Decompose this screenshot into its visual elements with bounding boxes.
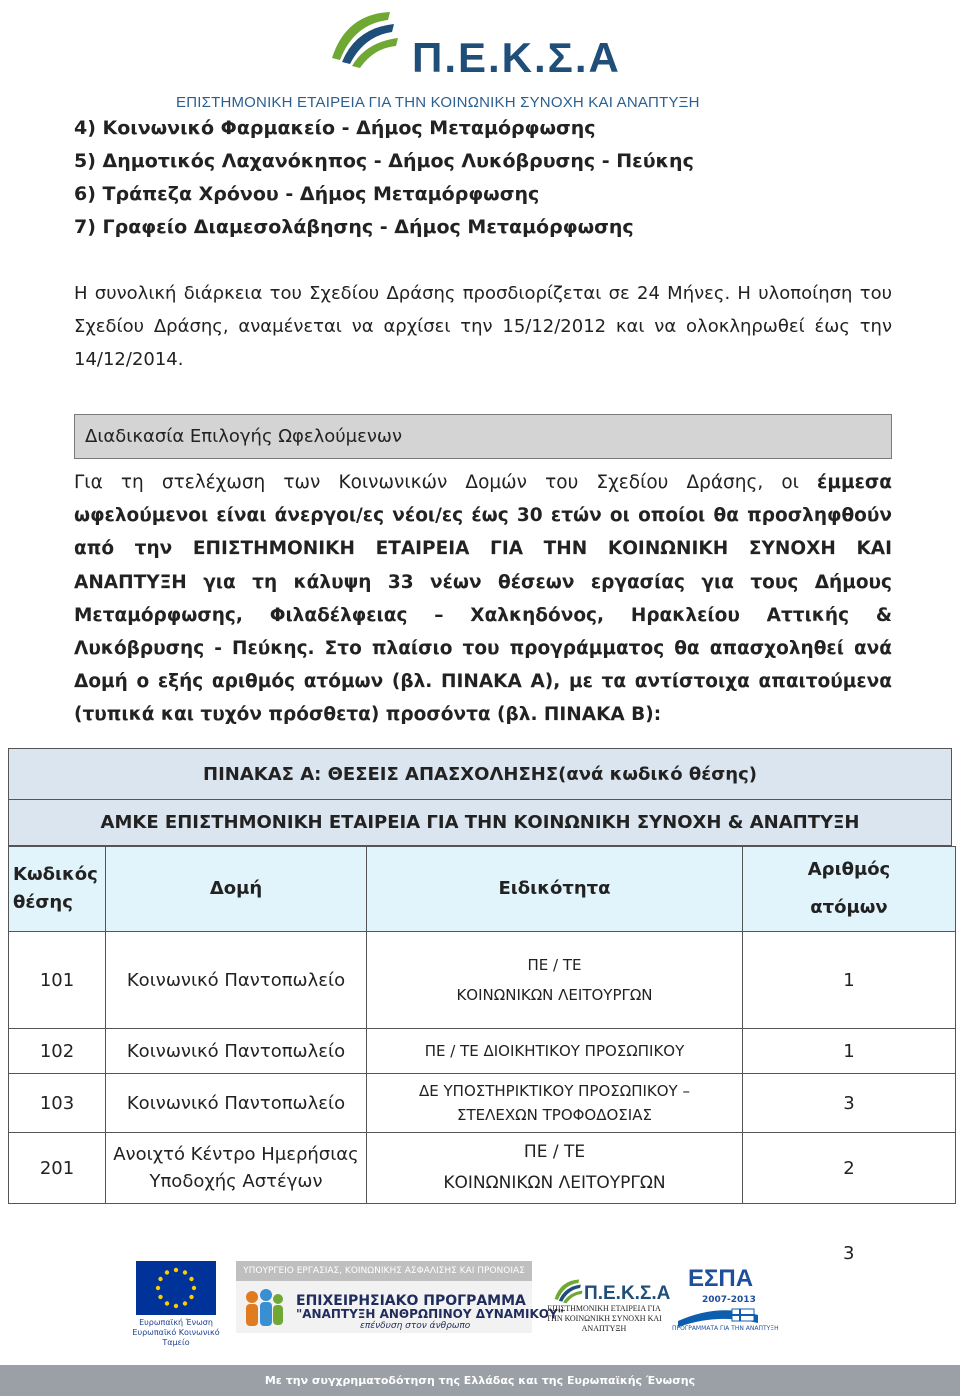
list-item: 6) Τράπεζα Χρόνου - Δήμος Μεταμόρφωσης — [74, 183, 540, 205]
eu-caption: Ευρωπαϊκή Ένωση Ευρωπαϊκό Κοινωνικό Ταμείο — [132, 1318, 220, 1347]
espa-years: 2007-2013 — [702, 1295, 756, 1305]
cell-code: 201 — [8, 1132, 106, 1204]
list-item: 5) Δημοτικός Λαχανόκηπος - Δήμος Λυκόβρυσης - Πεύκης — [74, 150, 694, 172]
duration-paragraph: Η συνολική διάρκεια του Σχεδίου Δράσης προσδιορίζεται σε 24 Μήνες. Η υλοποίηση του Σχεδίου Δράσης, αναμένεται να αρχίσει την 15/12/2012 και να ολοκληρωθεί έως την 14/12/2014. — [74, 283, 892, 370]
pekesa-footer-logo-icon — [552, 1277, 586, 1305]
cell-specialty: ΠΕ / ΤΕ ΚΟΙΝΩΝΙΚΩΝ ΛΕΙΤΟΥΡΓΩΝ — [366, 931, 743, 1029]
cell-count: 1 — [742, 1028, 956, 1074]
selection-intro: Για τη στελέχωση των Κοινωνικών Δομών του Σχεδίου Δράσης, οι — [74, 472, 818, 493]
program-title: ΕΠΙΧΕΙΡΗΣΙΑΚΟ ΠΡΟΓΡΑΜΜΑ — [296, 1293, 526, 1309]
cell-count: 2 — [742, 1132, 956, 1204]
espa-title: ΕΣΠΑ — [688, 1265, 754, 1292]
pekesa-logo-icon — [326, 6, 406, 72]
cell-specialty: ΠΕ / ΤΕ ΔΙΟΙΚΗΤΙΚΟΥ ΠΡΟΣΩΠΙΚΟΥ — [366, 1028, 743, 1074]
cell-count: 1 — [742, 931, 956, 1029]
cell-structure: Κοινωνικό Παντοπωλείο — [105, 1028, 367, 1074]
page-footer — [0, 1255, 960, 1396]
cofinancing-bar: Με την συγχρηματοδότηση της Ελλάδας και της Ευρωπαϊκής Ένωσης — [0, 1365, 960, 1396]
cell-code: 102 — [8, 1028, 106, 1074]
cell-structure: Κοινωνικό Παντοπωλείο — [105, 931, 367, 1029]
table-title-bold: ΠΙΝΑΚΑΣ Α: ΘΕΣΕΙΣ ΑΠΑΣΧΟΛΗΣΗΣ — [203, 763, 559, 785]
selection-paragraph — [74, 466, 892, 732]
program-slogan: επένδυση στον άνθρωπο — [360, 1321, 471, 1331]
eu-stars-icon — [136, 1261, 216, 1315]
header-specialty: Ειδικότητα — [366, 846, 743, 932]
footer-logo-text: Π.Ε.Κ.Σ.Α — [584, 1283, 671, 1304]
cell-specialty: ΔΕ ΥΠΟΣΤΗΡΙΚΤΙΚΟΥ ΠΡΟΣΩΠΙΚΟΥ – ΣΤΕΛΕΧΩΝ ΤΡΟΦΟΔΟΣΙΑΣ — [366, 1073, 743, 1133]
page-header — [0, 0, 960, 118]
list-item: 7) Γραφείο Διαμεσολάβησης - Δήμος Μεταμόρφωσης — [74, 216, 634, 238]
header-code: Κωδικός θέσης — [8, 846, 106, 932]
cell-structure: Ανοιχτό Κέντρο Ημερήσιας Υποδοχής Αστέγων — [105, 1132, 367, 1204]
section-header — [74, 414, 892, 459]
ministry-bar: ΥΠΟΥΡΓΕΙΟ ΕΡΓΑΣΙΑΣ, ΚΟΙΝΩΝΙΚΗΣ ΑΣΦΑΛΙΣΗΣ ΚΑΙ ΠΡΟΝΟΙΑΣ — [236, 1261, 532, 1281]
section-title: Διαδικασία Επιλογής Ωφελούμενων — [85, 426, 403, 447]
footer-logo-subtitle: ΕΠΙΣΤΗΜΟΝΙΚΗ ΕΤΑΙΡΕΙΑ ΓΙΑ ΤΗΝ ΚΟΙΝΩΝΙΚΗ ΣΥΝΟΧΗ ΚΑΙ ΑΝΑΠΤΥΞΗ — [546, 1304, 662, 1333]
people-icon — [240, 1287, 286, 1331]
logo-subtitle: ΕΠΙΣΤΗΜΟΝΙΚΗ ΕΤΑΙΡΕΙΑ ΓΙΑ ΤΗΝ ΚΟΙΝΩΝΙΚΗ ΣΥΝΟΧΗ ΚΑΙ ΑΝΑΠΤΥΞΗ — [176, 94, 700, 111]
selection-body: έμμεσα ωφελούμενοι είναι άνεργοι/ες νέοι/ες έως 30 ετών οι οποίοι θα προσληφθούν από την ΕΠΙΣΤΗΜΟΝΙΚΗ ΕΤΑΙΡΕΙΑ ΓΙΑ ΤΗΝ ΚΟΙΝΩΝΙΚΗ ΣΥΝΟΧΗ ΚΑΙ ΑΝΑΠΤΥΞΗ για τη κάλυψη 33 νέων θέσεων εργασίας για τους Δήμους Μεταμόρφωσης, Φιλαδέλφειας – Χαλκηδόνος, Ηρακλείου Αττικής & Λυκόβρυσης - Πεύκης. Στο πλαίσιο του προγράμματος θα απασχοληθεί ανά Δομή ο εξής αριθμός ατόμων (βλ. ΠΙΝΑΚΑ Α), με τα αντίστοιχα απαιτούμενα (τυπικά και τυχόν πρόσθετα) προσόντα (βλ. ΠΙΝΑΚΑ Β): — [74, 472, 892, 726]
eu-flag-icon — [136, 1261, 216, 1315]
espa-caption: ΠΡΟΓΡΑΜΜΑΤΑ ΓΙΑ ΤΗΝ ΑΝΑΠΤΥΞΗ — [672, 1325, 779, 1332]
header-structure: Δομή — [105, 846, 367, 932]
logo-text: Π.Ε.Κ.Σ.Α — [412, 34, 621, 81]
cell-code: 103 — [8, 1073, 106, 1133]
header-count: Αριθμός ατόμων — [742, 846, 956, 932]
cell-specialty: ΠΕ / ΤΕ ΚΟΙΝΩΝΙΚΩΝ ΛΕΙΤΟΥΡΓΩΝ — [366, 1132, 743, 1204]
cell-code: 101 — [8, 931, 106, 1029]
program-name: "ΑΝΑΠΤΥΞΗ ΑΝΘΡΩΠΙΝΟΥ ΔΥΝΑΜΙΚΟΥ" — [296, 1307, 564, 1321]
table-subtitle: ΑΜΚΕ ΕΠΙΣΤΗΜΟΝΙΚΗ ΕΤΑΙΡΕΙΑ ΓΙΑ ΤΗΝ ΚΟΙΝΩΝΙΚΗ ΣΥΝΟΧΗ & ΑΝΑΠΤΥΞΗ — [8, 800, 952, 846]
table-title-rest: (ανά κωδικό θέσης) — [558, 763, 757, 785]
cell-structure: Κοινωνικό Παντοπωλείο — [105, 1073, 367, 1133]
list-item: 4) Κοινωνικό Φαρμακείο - Δήμος Μεταμόρφωσης — [74, 117, 596, 139]
cell-count: 3 — [742, 1073, 956, 1133]
page-number: 3 — [843, 1243, 855, 1264]
table-title — [8, 748, 952, 800]
